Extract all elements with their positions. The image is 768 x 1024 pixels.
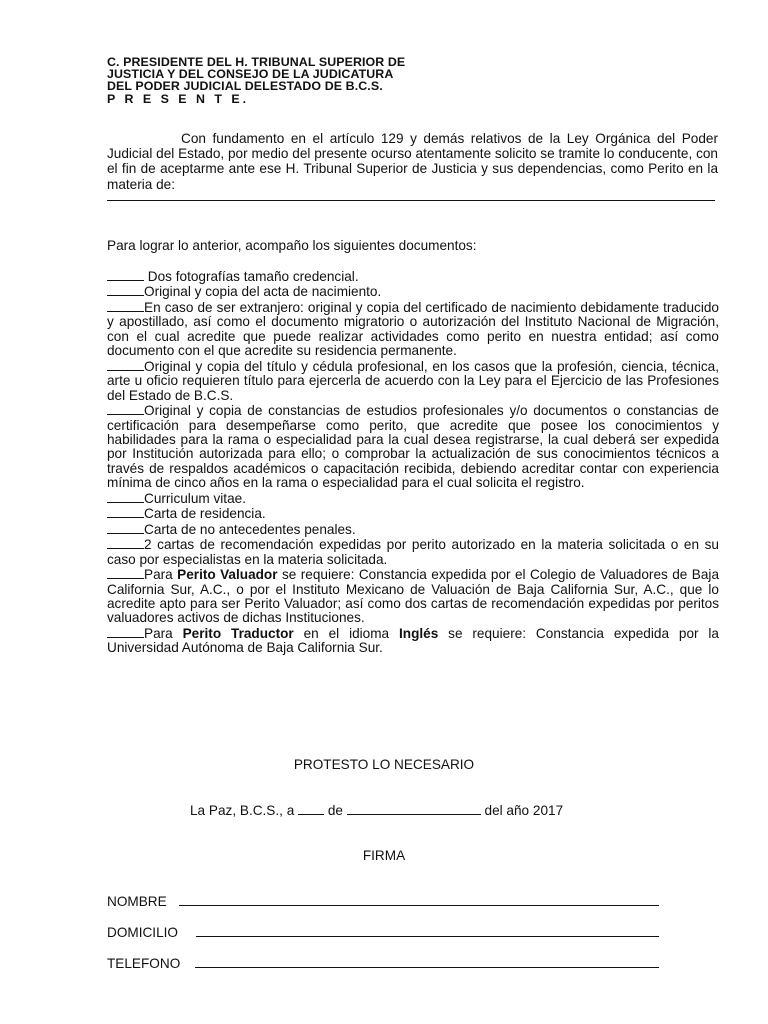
checkbox-blank: [107, 506, 144, 518]
item-text: En caso de ser extranjero: original y copia del certificado de nacimiento debidamente traducido y apostillado, así como el documento migratorio o autorización del Instituto Nacional de Migración, con el cual acredite que puede realizar actividades como perito en nuestra entidad; así como documento con el que acredite su residencia permanente.: [107, 299, 719, 359]
telefono-line: [195, 967, 659, 968]
checkbox-blank: [107, 403, 144, 415]
date-line: [190, 803, 563, 818]
day-blank: [298, 803, 324, 815]
date-year: del año 2017: [480, 803, 564, 818]
domicilio-line: [196, 936, 659, 937]
checkbox-blank: [107, 300, 144, 312]
checkbox-blank: [107, 522, 144, 534]
presente-line: P R E S E N T E.: [107, 91, 250, 106]
item-text: en el idioma: [293, 625, 399, 641]
item-bold-text: Perito Valuador: [177, 567, 278, 583]
checkbox-blank: [107, 537, 144, 549]
addressee-line: JUSTICIA Y DEL CONSEJO DE LA JUDICATURA: [107, 67, 394, 82]
item-text: se requiere: Constancia expedida por la Universidad Autónoma de Baja California Sur.: [107, 625, 719, 656]
checkbox-blank: [107, 269, 144, 281]
item-text: Original y copia del título y cédula profesional, en los casos que la profesión, ciencia, técnica, arte u oficio requieren título para ejercerla de acuerdo con la Ley para el Ejercicio de las Profesiones del Estado de B.C.S.: [107, 358, 719, 403]
materia-blank-line: [107, 199, 715, 201]
intro-paragraph: [107, 131, 718, 201]
item-text: 2 cartas de recomendación expedidas por perito autorizado en la materia solicitada o en su caso por especialistas en la materia solicitada.: [107, 537, 719, 567]
date-de: de: [324, 803, 347, 818]
checkbox-blank: [107, 491, 144, 503]
checkbox-blank: [107, 359, 144, 371]
item-text: Carta de no antecedentes penales.: [144, 521, 356, 537]
item-bold-text: Perito Traductor: [182, 625, 294, 641]
documents-list: [107, 269, 719, 656]
list-item: [107, 522, 719, 537]
checkbox-blank: [107, 626, 144, 638]
list-item: [107, 269, 719, 284]
intro-text: Con fundamento en el artículo 129 y demás relativos de la Ley Orgánica del Poder Judicial del Estado, por medio del presente ocurso atentamente solicito se tramite lo conducente, con el fin de aceptarme ante ese H. Tribunal Superior de Justicia y sus dependencias, como Perito en la materia de:: [107, 131, 718, 192]
telefono-field: [107, 956, 659, 971]
addressee-block: [107, 56, 527, 105]
nombre-line: [179, 905, 659, 906]
documents-intro: Para lograr lo anterior, acompaño los siguientes documentos:: [107, 238, 477, 253]
item-text: Para: [144, 625, 183, 641]
list-item: [107, 359, 719, 403]
checkbox-blank: [107, 567, 144, 579]
item-text: Carta de residencia.: [144, 506, 266, 522]
nombre-field: [107, 894, 659, 909]
list-item: [107, 626, 719, 656]
item-text: Dos fotografías tamaño credencial.: [144, 269, 359, 284]
list-item: [107, 506, 719, 521]
nombre-label: NOMBRE: [107, 894, 167, 909]
item-text: Para: [144, 567, 178, 583]
checkbox-blank: [107, 284, 144, 296]
item-text: Curriculum vitae.: [144, 490, 246, 506]
telefono-label: TELEFONO: [107, 956, 181, 971]
domicilio-label: DOMICILIO: [107, 925, 178, 940]
item-text: Original y copia de constancias de estudios profesionales y/o documentos o constancias de certificación para desempeñarse como perito, que acredite que posee los conocimientos y habilidades para la rama o especialidad para la cual desea registrarse, la cual deberá ser expedida por Institución autorizada para ello; o comprobar la actualización de sus conocimientos técnicos a través de respaldos académicos o capacitación recibida, debiendo acreditar contar con experiencia mínima de cinco años en la rama o especialidad para el cual solicita el registro.: [107, 403, 719, 491]
addressee-line: C. PRESIDENTE DEL H. TRIBUNAL SUPERIOR DE: [107, 55, 406, 69]
item-text: Original y copia del acta de nacimiento.: [144, 284, 382, 300]
list-item: [107, 403, 719, 491]
firma-heading: FIRMA: [362, 848, 406, 863]
list-item: [107, 537, 719, 567]
domicilio-field: [107, 925, 659, 940]
protesto-heading: PROTESTO LO NECESARIO: [293, 757, 475, 772]
list-item: [107, 567, 719, 626]
item-text: se requiere: Constancia expedida por el Colegio de Valuadores de Baja California Sur, A.C., o por el Instituto Mexicano de Valuación de Baja California Sur, A.C., que lo acredite apto para ser Perito Valuador; así como dos cartas de recomendación expedidas por peritos valuadores activos de dichas Instituciones.: [107, 567, 719, 626]
addressee-line: DEL PODER JUDICIAL DELESTADO DE B.C.S.: [107, 79, 383, 94]
item-bold-text: Inglés: [399, 625, 439, 641]
month-blank: [347, 803, 481, 815]
list-item: [107, 491, 719, 506]
date-place: La Paz, B.C.S., a: [190, 803, 299, 818]
list-item: [107, 300, 719, 359]
list-item: [107, 284, 719, 299]
